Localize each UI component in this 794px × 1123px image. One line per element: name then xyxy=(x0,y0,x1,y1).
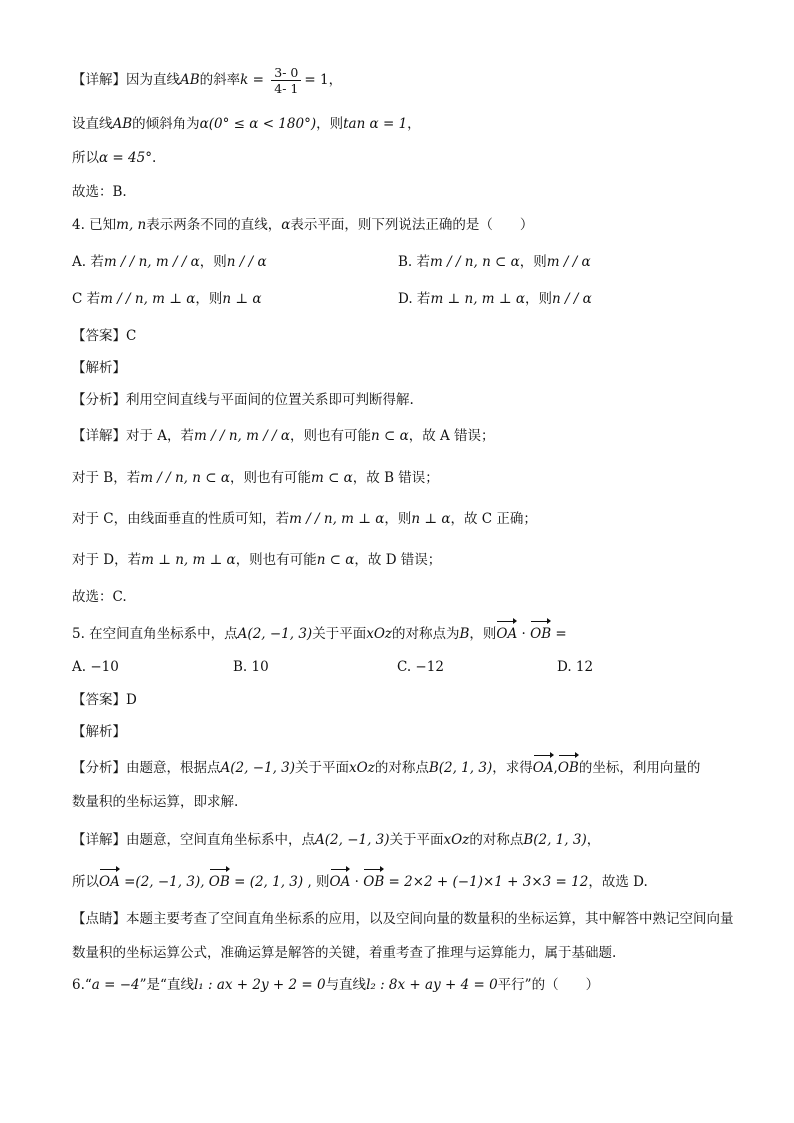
q5-comment: 【点睛】本题主要考查了空间直角坐标系的应用，以及空间向量的数量积的坐标运算，其中解答中熟记空间向量数量积的坐标运算公式，准确运算是解答的关键，着重考查了推理与运算能力，属于基础题. xyxy=(72,911,734,961)
q3-result-line: 所以α = 45°. xyxy=(72,150,157,166)
q6-stem: 6.“a = −4”是“直线l₁ : ax + 2y + 2 = 0与直线l₂ : 8x + ay + 4 = 0平行”的（ ） xyxy=(72,977,600,993)
vector-oa: OA xyxy=(496,626,518,642)
q4-detail-b: 对于 B，若m / / n, n ⊂ α，则也有可能m ⊂ α，故 B 错误； xyxy=(72,470,439,486)
q5-option-d: D. 12 xyxy=(557,659,594,675)
q5-option-a: A. −10 xyxy=(72,659,119,675)
q5-fenxi-line2: 数量积的坐标运算，即求解. xyxy=(72,794,239,810)
q4-analysis-label: 【解析】 xyxy=(72,360,126,376)
detail-label: 【详解】 xyxy=(72,72,126,88)
vector-ob: OB xyxy=(530,626,552,642)
q5-detail: 【详解】由题意，空间直角坐标系中，点A(2, −1, 3)关于平面xOz的对称点B(2, 1, 3)， xyxy=(72,832,601,848)
q5-answer: 【答案】D xyxy=(72,692,137,708)
q4-option-a: A. 若m / / n, m / / α，则n / / α xyxy=(72,254,267,270)
q4-detail-c: 对于 C，由线面垂直的性质可知，若m / / n, m ⊥ α，则n ⊥ α，故 C 正确； xyxy=(72,511,537,527)
q4-answer: 【答案】C xyxy=(72,328,137,344)
q4-option-d: D. 若m ⊥ n, m ⊥ α，则n / / α xyxy=(398,291,592,307)
q5-stem: 5. 在空间直角坐标系中，点A(2, −1, 3)关于平面xOz的对称点为B，则OA · OB = xyxy=(72,626,567,642)
q5-calc: 所以OA =(2, −1, 3), OB = (2, 1, 3) , 则OA · OB = 2×2 + (−1)×1 + 3×3 = 12，故选 D. xyxy=(72,874,648,890)
slope-fraction: $\frac{3- 0}{4- 1}$ xyxy=(271,65,301,96)
q5-fenxi: 【分析】由题意，根据点A(2, −1, 3)关于平面xOz的对称点B(2, 1, 3)，求得OA,OB的坐标，利用向量的 xyxy=(72,760,701,776)
q5-option-c: C. −12 xyxy=(397,659,444,675)
q4-option-c: C 若m / / n, m ⊥ α，则n ⊥ α xyxy=(72,291,262,307)
q4-fenxi: 【分析】利用空间直线与平面间的位置关系即可判断得解. xyxy=(72,392,414,408)
q3-answer-line: 故选：B. xyxy=(72,184,127,200)
q3-angle-line: 设直线AB的倾斜角为α(0° ≤ α < 180°)，则tan α = 1， xyxy=(72,116,421,132)
q4-option-b: B. 若m / / n, n ⊂ α，则m / / α xyxy=(398,254,591,270)
q5-analysis-label: 【解析】 xyxy=(72,724,126,740)
q4-final: 故选：C. xyxy=(72,589,127,605)
q4-detail-d: 对于 D，若m ⊥ n, m ⊥ α，则也有可能n ⊂ α，故 D 错误； xyxy=(72,552,442,568)
q4-detail-a: 【详解】对于 A，若m / / n, m / / α，则也有可能n ⊂ α，故 A 错误； xyxy=(72,428,495,444)
q5-option-b: B. 10 xyxy=(233,659,269,675)
q4-stem: 4. 已知m, n表示两条不同的直线，α表示平面，则下列说法正确的是（ ） xyxy=(72,217,534,233)
q3-detail-line: 【详解】因为直线AB的斜率k = $\frac{3- 0}{4- 1}$ = 1， xyxy=(72,65,343,96)
